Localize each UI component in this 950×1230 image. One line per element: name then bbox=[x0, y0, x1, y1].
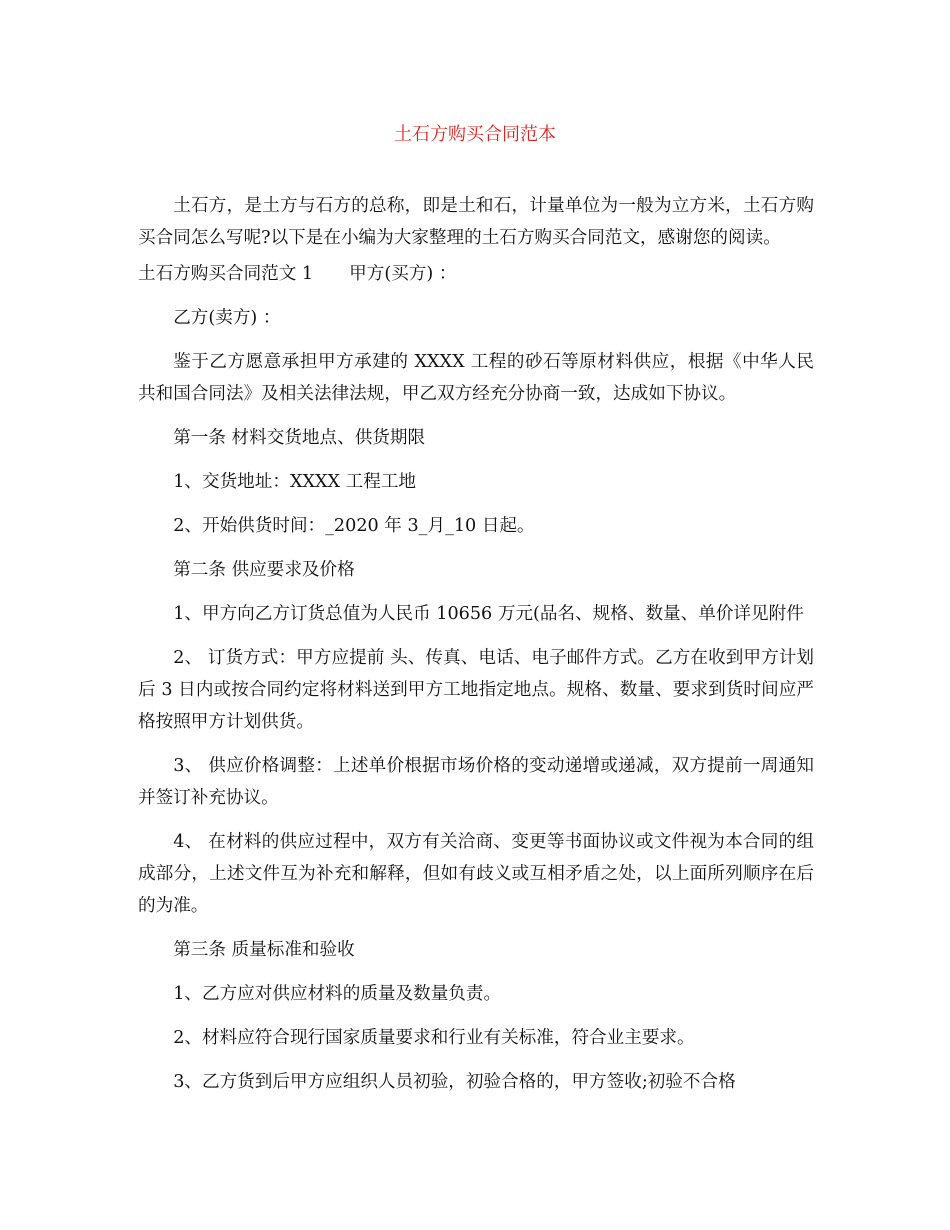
document-body bbox=[138, 190, 814, 1110]
article-3-item-3: 3、乙方货到后甲方应组织人员初验，初验合格的，甲方签收;初验不合格 bbox=[173, 1072, 736, 1092]
sample-heading-line bbox=[138, 258, 814, 290]
article-2-item-2: 2、 订货方式：甲方应提前 头、传真、电话、电子邮件方式。乙方在收到甲方计划后 3 日内或按合同约定将材料送到甲方工地指定地点。规格、数量、要求到货时间应严格按照甲方计划供货。 bbox=[138, 648, 814, 732]
party-b-label: 乙方(卖方) ： bbox=[173, 308, 281, 328]
article-1-item-2: 2、开始供货时间：_2020 年 3_月_10 日起。 bbox=[173, 516, 535, 536]
intro-paragraph: 土石方，是土方与石方的总称，即是土和石，计量单位为一般为立方米，土石方购买合同怎么写呢?以下是在小编为大家整理的土石方购买合同范文，感谢您的阅读。 bbox=[138, 196, 814, 248]
sample-heading: 土石方购买合同范文 1 bbox=[138, 264, 314, 284]
article-3-item-2: 2、材料应符合现行国家质量要求和行业有关标准，符合业主要求。 bbox=[173, 1028, 695, 1048]
document-title: 土石方购买合同范本 bbox=[394, 124, 556, 145]
article-2-title: 第二条 供应要求及价格 bbox=[173, 560, 355, 580]
article-2-item-1: 1、甲方向乙方订货总值为人民币 10656 万元(品名、规格、数量、单价详见附件 bbox=[173, 604, 804, 624]
article-2-item-3: 3、 供应价格调整：上述单价根据市场价格的变动递增或递减，双方提前一周通知并签订补充协议。 bbox=[138, 756, 814, 808]
article-2-item-4: 4、 在材料的供应过程中，双方有关洽商、变更等书面协议或文件视为本合同的组成部分，上述文件互为补充和解释，但如有歧义或互相矛盾之处，以上面所列顺序在后的为准。 bbox=[138, 832, 814, 916]
article-1-item-1: 1、交货地址：XXXX 工程工地 bbox=[173, 472, 417, 492]
article-1-title: 第一条 材料交货地点、供货期限 bbox=[173, 428, 426, 448]
article-3-title: 第三条 质量标准和验收 bbox=[173, 940, 355, 960]
party-a-label: 甲方(买方) ： bbox=[349, 264, 457, 284]
preamble-paragraph: 鉴于乙方愿意承担甲方承建的 XXXX 工程的砂石等原材料供应，根据《中华人民共和国合同法》及相关法律法规，甲乙双方经充分协商一致，达成如下协议。 bbox=[138, 352, 814, 404]
article-3-item-1: 1、乙方应对供应材料的质量及数量负责。 bbox=[173, 984, 502, 1004]
